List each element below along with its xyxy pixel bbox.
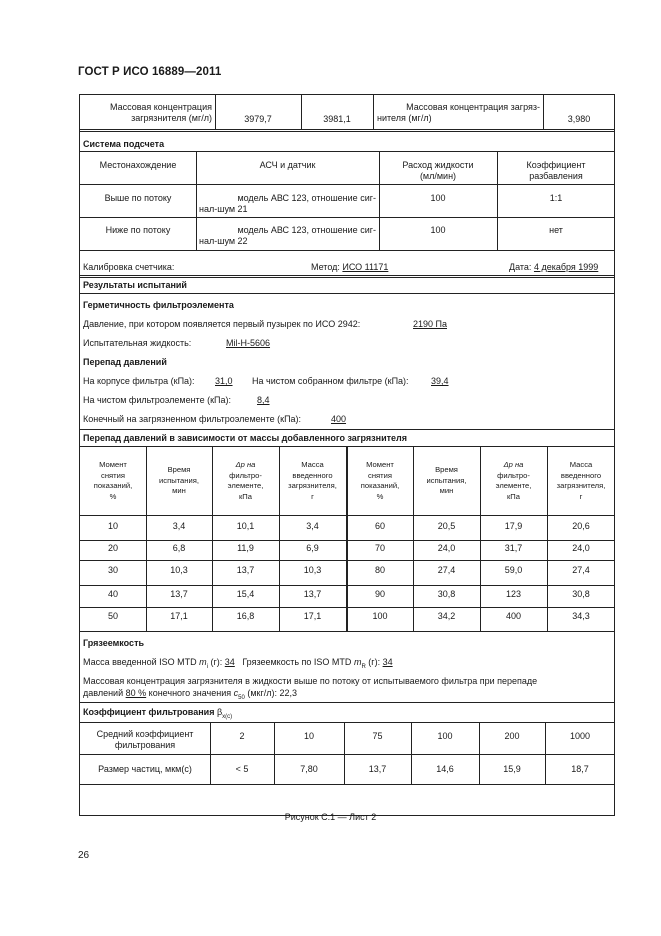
dp-table-cell: 10,3 (170, 565, 188, 575)
filtration-cell: 15,9 (503, 764, 521, 774)
capacity-mass-line: Масса введенной ISO MTD $m_i$ (г): 34 Грязеемкость по ISO MTD $m_R$ (г): 34 (83, 657, 393, 670)
dp-table-cell: 34,3 (572, 611, 590, 621)
clean-assembly-dp-value: 39,4 (431, 376, 449, 386)
page-number: 26 (78, 850, 90, 861)
mass-conc-right-label-2: нителя (мг/л) (377, 113, 432, 123)
row-upstream-sensor-2: нал-шум 21 (199, 204, 248, 214)
dp-table-cell: 50 (107, 611, 118, 621)
dp-vs-mass-title: Перепад давлений в зависимости от массы добавленного загрязнителя (83, 433, 408, 443)
dp-table-cell: 3,4 (306, 521, 319, 531)
dp-table-cell: 11,9 (237, 543, 254, 553)
dp-table-cell: 10,1 (236, 521, 255, 531)
dp-table-cell: 10 (107, 521, 118, 531)
dp-table-cell: 17,9 (504, 521, 523, 531)
dp-header-test-time: Время испытания, мин (159, 465, 199, 495)
dp-table-cell: 123 (505, 589, 522, 599)
col-location-header: Местонахождение (99, 160, 177, 170)
dp-table-cell: 400 (505, 611, 522, 621)
dp-table-cell: 17,1 (170, 611, 188, 621)
col-dilution-header-1: Коэффициент (526, 160, 586, 170)
dp-table-cell: 13,7 (236, 565, 255, 575)
filtration-cell: 2 (239, 731, 245, 741)
dp-table-cell: 13,7 (170, 589, 188, 599)
dp-table-cell: 6,8 (172, 543, 186, 553)
dp-table-cell: 27,4 (572, 565, 590, 575)
figure-caption: Рисунок С.1 — Лист 2 (284, 812, 377, 822)
dp-table-cell: 100 (372, 611, 388, 621)
calibration-label: Калибровка счетчика: (83, 262, 175, 272)
dp-table-cell: 6,9 (306, 543, 319, 553)
mass-conc-value-1: 3979,7 (244, 114, 272, 124)
clean-element-dp-label: На чистом фильтроэлементе (кПа): (83, 395, 231, 405)
row-downstream-dilution: нет (549, 225, 563, 235)
dp-header-test-time-2: Время испытания, мин (426, 465, 467, 495)
filtration-cell: 18,7 (571, 764, 589, 774)
dp-table-cell: 20,6 (572, 521, 590, 531)
dp-table-cell: 20 (107, 543, 118, 553)
bubble-point-label: Давление, при котором появляется первый пузырек по ИСО 2942: (83, 319, 361, 329)
clean-assembly-dp-label: На чистом собранном фильтре (кПа): (252, 376, 409, 386)
dp-table-cell: 90 (374, 589, 385, 599)
dp-header-element-dp: Δp на фильтро- элементе, кПа (227, 460, 264, 501)
filtration-row1-label-1: Средний коэффициент (96, 729, 194, 739)
col-flow-header-1: Расход жидкости (402, 160, 474, 170)
filtration-cell: 75 (372, 731, 383, 741)
dp-table-cell: 31,7 (504, 543, 523, 553)
clean-element-dp-value: 8,4 (257, 395, 270, 405)
pressure-drop-title: Перепад давлений (83, 357, 167, 367)
dp-table-cell: 30 (107, 565, 118, 575)
calibration-method-value: ИСО 11171 (342, 262, 389, 272)
row-downstream-location: Ниже по потоку (105, 225, 171, 235)
dp-table-cell: 20,5 (437, 521, 456, 531)
row-upstream-sensor-1: модель АВС 123, отношение сиг- (237, 193, 376, 203)
filtration-cell: < 5 (235, 764, 249, 774)
dp-table-cell: 27,4 (437, 565, 456, 575)
col-flow-header-2: (мл/мин) (419, 171, 457, 181)
counting-system-title: Система подсчета (83, 139, 165, 149)
dp-header-element-dp-2: Δp на фильтро- элементе, кПа (495, 460, 532, 501)
dp-table-cell: 40 (107, 589, 118, 599)
beta-symbol: $\beta_{x(c)}$ (216, 707, 233, 720)
col-sensor-header: АСЧ и датчик (259, 160, 316, 170)
col-dilution-header-2: разбавления (529, 171, 583, 181)
standard-header: ГОСТ Р ИСО 16889—2011 (78, 66, 222, 78)
dp-table-cell: 60 (374, 521, 385, 531)
dp-header-mass-added: Масса введенного загрязнителя, г (288, 460, 337, 501)
filtration-cell: 200 (504, 731, 520, 741)
mass-conc-left-label-2: загрязнителя (мг/л) (131, 113, 212, 123)
test-fluid-value: Mil-H-5606 (226, 338, 271, 348)
dp-table-cell: 30,8 (437, 589, 456, 599)
row-upstream-flow: 100 (430, 193, 446, 203)
capacity-conc-line-1: Массовая концентрация загрязнителя в жидкости выше по потоку от испытываемого фильтра при перепаде (83, 676, 538, 686)
housing-dp-value: 31,0 (215, 376, 233, 386)
capacity-mass-value: 34 (224, 657, 235, 667)
dp-table-cell: 16,8 (236, 611, 255, 621)
dp-table-cell: 13,7 (303, 589, 322, 599)
housing-dp-label: На корпусе фильтра (кПа): (83, 376, 195, 386)
dp-header-reading-pct-2: Момент снятия показаний, % (360, 460, 400, 501)
final-dp-label: Конечный на загрязненном фильтроэлементе (кПа): (83, 414, 302, 424)
dp-table-cell: 24,0 (437, 543, 456, 553)
dp-header-mass-added-2: Масса введенного загрязнителя, г (556, 460, 606, 501)
row-downstream-flow: 100 (430, 225, 446, 235)
filtration-cell: 1000 (569, 731, 591, 741)
capacity-title: Грязеемкость (83, 638, 145, 648)
dp-table-cell: 24,0 (572, 543, 590, 553)
capacity-value: 34 (382, 657, 393, 667)
bubble-point-value: 2190 Па (413, 319, 447, 329)
filtration-row2-label: Размер частиц, мкм(с) (98, 764, 192, 774)
filtration-row1-label-2: фильтрования (114, 740, 176, 750)
row-upstream-location: Выше по потоку (104, 193, 172, 203)
filtration-cell: 10 (303, 731, 314, 741)
mass-conc-value-2: 3981,1 (323, 114, 351, 124)
filtration-cell: 7,80 (300, 764, 318, 774)
calibration-method: Метод: ИСО 11171 (311, 262, 389, 272)
mass-conc-left-label-1: Массовая концентрация (109, 102, 212, 112)
dp-table-cell: 80 (374, 565, 385, 575)
dp-table-cell: 15,4 (236, 589, 255, 599)
filtration-cell: 13,7 (368, 764, 387, 774)
mass-conc-right-label-1: Массовая концентрация загряз- (406, 102, 540, 112)
dp-table-cell: 10,3 (303, 565, 322, 575)
dp-table-cell: 34,2 (437, 611, 456, 621)
dp-table-cell: 59,0 (504, 565, 523, 575)
filtration-cell: 14,6 (436, 764, 454, 774)
dp-header-reading-pct: Момент снятия показаний, % (93, 460, 133, 501)
dp-table-cell: 17,1 (303, 611, 322, 621)
test-fluid-label: Испытательная жидкость: (83, 338, 192, 348)
calibration-date: Дата: 4 декабря 1999 (509, 262, 599, 272)
row-downstream-sensor-2: нал-шум 22 (199, 236, 248, 246)
dp-table-cell: 3,4 (172, 521, 186, 531)
final-dp-value: 400 (331, 414, 347, 424)
dp-table-cell: 30,8 (572, 589, 590, 599)
mass-conc-value-3: 3,980 (567, 114, 591, 124)
integrity-title: Герметичность фильтроэлемента (83, 300, 234, 310)
capacity-conc-line-2: давлений 80 % конечного значения $c_{50}$ (мкг/л): 22,3 (83, 688, 298, 701)
filtration-cell: 100 (437, 731, 453, 741)
calibration-date-value: 4 декабря 1999 (533, 262, 599, 272)
row-downstream-sensor-1: модель АВС 123, отношение сиг- (237, 225, 376, 235)
filtration-title: Коэффициент фильтрования $\beta_{x(c)}$ (83, 707, 233, 720)
row-upstream-dilution: 1:1 (549, 193, 563, 203)
results-title: Результаты испытаний (83, 280, 187, 290)
dp-table-cell: 70 (374, 543, 385, 553)
